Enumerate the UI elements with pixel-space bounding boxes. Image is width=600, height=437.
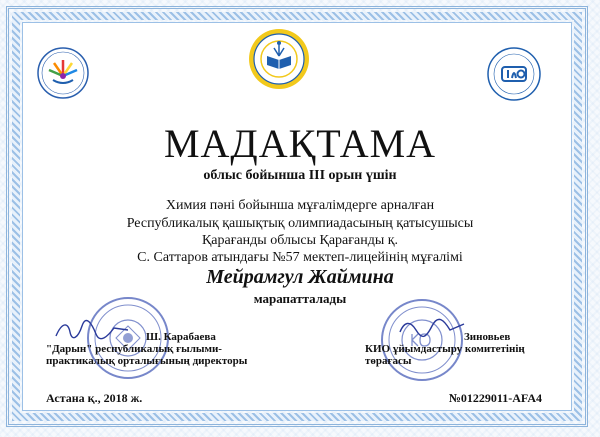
right-signatory-name: Зиновьев [464, 331, 511, 343]
daryn-center-logo [36, 46, 90, 100]
left-signatory-title: "Дарын" республикалық ғылыми- [46, 343, 222, 355]
certificate-title: МАДАҚТАМА [163, 121, 437, 166]
recipient-name: Мейрамгул Жаймина [206, 266, 394, 288]
signature-left [52, 318, 132, 342]
left-signatory-name: Ш. Карабаева [146, 331, 216, 343]
certificate-number: №01229011-AFA4 [448, 391, 542, 405]
certificate-subtitle: облыс бойынша ІІІ орын үшін [203, 168, 397, 183]
right-signatory-title: КИО ұйымдастыру комитетінің [365, 343, 525, 355]
kio-logo [486, 46, 542, 102]
body-line: Химия пәні бойынша мұғалімдерге арналған [165, 198, 435, 213]
left-signatory-title: практикалық орталығының директоры [46, 355, 248, 367]
body-line: Қарағанды облысы Қарағанды қ. [201, 233, 399, 248]
signature-right [396, 316, 468, 342]
olympiad-emblem-logo [248, 28, 310, 90]
body-line: С. Саттаров атындағы №57 мектеп-лицейінің мұғалімі [137, 250, 463, 265]
right-signatory-title: төрағасы [365, 355, 412, 367]
body-line: Республикалық қашықтық олимпиадасының қатысушысы [126, 216, 474, 231]
place-date: Астана қ., 2018 ж. [46, 391, 143, 405]
award-action: марапатталады [253, 291, 347, 306]
